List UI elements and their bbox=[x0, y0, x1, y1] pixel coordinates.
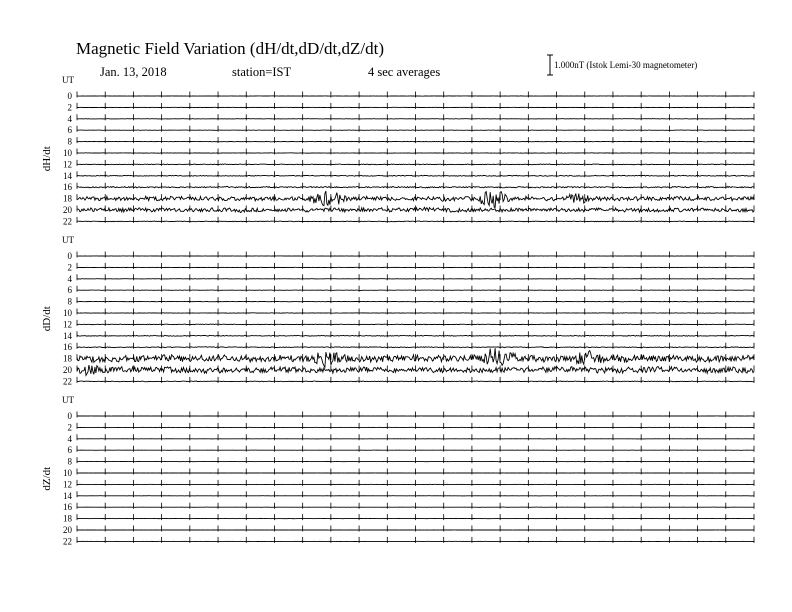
trace-row-16 bbox=[77, 347, 754, 348]
panel-dD-dt bbox=[41, 235, 754, 386]
row-label: 4 bbox=[67, 113, 72, 124]
row-label: 4 bbox=[67, 273, 72, 284]
scale-bar-label: 1.000nT (Istok Lemi-30 magnetometer) bbox=[554, 60, 698, 70]
row-ticks bbox=[77, 412, 754, 418]
row-label: 2 bbox=[67, 422, 72, 433]
row-ticks bbox=[77, 297, 754, 303]
row-ticks bbox=[77, 137, 754, 143]
row-ticks bbox=[77, 537, 754, 543]
row-label: 22 bbox=[63, 536, 72, 547]
chart-title: Magnetic Field Variation (dH/dt,dD/dt,dZ/dt) bbox=[76, 39, 385, 58]
row-label: 18 bbox=[63, 353, 72, 364]
row-label: 20 bbox=[63, 525, 72, 535]
date-label: Jan. 13, 2018 bbox=[100, 65, 167, 79]
row-label: 14 bbox=[63, 170, 72, 181]
row-ticks bbox=[77, 514, 754, 520]
row-label: 6 bbox=[67, 125, 72, 136]
ut-label: UT bbox=[62, 75, 74, 85]
panel-ylabel: dH/dt bbox=[41, 146, 53, 172]
row-ticks bbox=[77, 503, 754, 509]
trace-row-10 bbox=[77, 313, 754, 314]
row-ticks bbox=[77, 286, 754, 292]
row-ticks bbox=[77, 343, 754, 349]
row-label: 16 bbox=[63, 182, 72, 193]
row-ticks bbox=[77, 320, 754, 326]
row-ticks bbox=[77, 446, 754, 452]
row-ticks bbox=[77, 491, 754, 497]
row-ticks bbox=[77, 469, 754, 475]
row-label: 14 bbox=[63, 490, 72, 501]
row-label: 20 bbox=[63, 365, 72, 375]
trace-row-14 bbox=[77, 175, 754, 176]
row-label: 8 bbox=[67, 136, 72, 147]
row-label: 22 bbox=[63, 376, 72, 387]
row-label: 2 bbox=[67, 262, 72, 273]
row-ticks bbox=[77, 526, 754, 532]
panel-dH-dt bbox=[41, 75, 754, 226]
row-ticks bbox=[77, 423, 754, 429]
row-ticks bbox=[77, 92, 754, 98]
ut-label: UT bbox=[62, 235, 74, 245]
row-ticks bbox=[77, 274, 754, 280]
station-label: station=IST bbox=[232, 65, 292, 79]
row-label: 12 bbox=[63, 159, 72, 170]
row-ticks bbox=[77, 171, 754, 177]
row-label: 0 bbox=[67, 251, 72, 261]
row-label: 6 bbox=[67, 285, 72, 296]
row-label: 10 bbox=[63, 308, 72, 318]
trace-row-8 bbox=[77, 301, 754, 302]
row-label: 8 bbox=[67, 296, 72, 307]
row-ticks bbox=[77, 377, 754, 383]
row-label: 8 bbox=[67, 456, 72, 467]
panel-ylabel: dZ/dt bbox=[41, 466, 53, 491]
trace-row-12 bbox=[77, 324, 754, 325]
row-label: 12 bbox=[63, 319, 72, 330]
row-label: 22 bbox=[63, 216, 72, 227]
row-ticks bbox=[77, 457, 754, 463]
row-ticks bbox=[77, 114, 754, 120]
row-label: 16 bbox=[63, 342, 72, 353]
row-label: 16 bbox=[63, 502, 72, 513]
row-ticks bbox=[77, 434, 754, 440]
panel-dZ-dt bbox=[41, 395, 754, 546]
row-ticks bbox=[77, 149, 754, 155]
row-label: 10 bbox=[63, 468, 72, 478]
row-label: 10 bbox=[63, 148, 72, 158]
row-label: 6 bbox=[67, 445, 72, 456]
row-ticks bbox=[77, 252, 754, 258]
row-ticks bbox=[77, 126, 754, 132]
row-label: 12 bbox=[63, 479, 72, 490]
row-ticks bbox=[77, 309, 754, 315]
row-label: 20 bbox=[63, 205, 72, 215]
row-ticks bbox=[77, 480, 754, 486]
row-label: 0 bbox=[67, 411, 72, 421]
row-label: 18 bbox=[63, 513, 72, 524]
row-ticks bbox=[77, 263, 754, 269]
panel-ylabel: dD/dt bbox=[41, 306, 53, 332]
row-label: 4 bbox=[67, 433, 72, 444]
averaging-label: 4 sec averages bbox=[368, 65, 441, 79]
trace-row-22 bbox=[77, 381, 754, 382]
row-label: 18 bbox=[63, 193, 72, 204]
ut-label: UT bbox=[62, 395, 74, 405]
row-label: 2 bbox=[67, 102, 72, 113]
row-label: 0 bbox=[67, 91, 72, 101]
row-label: 14 bbox=[63, 330, 72, 341]
row-ticks bbox=[77, 103, 754, 109]
